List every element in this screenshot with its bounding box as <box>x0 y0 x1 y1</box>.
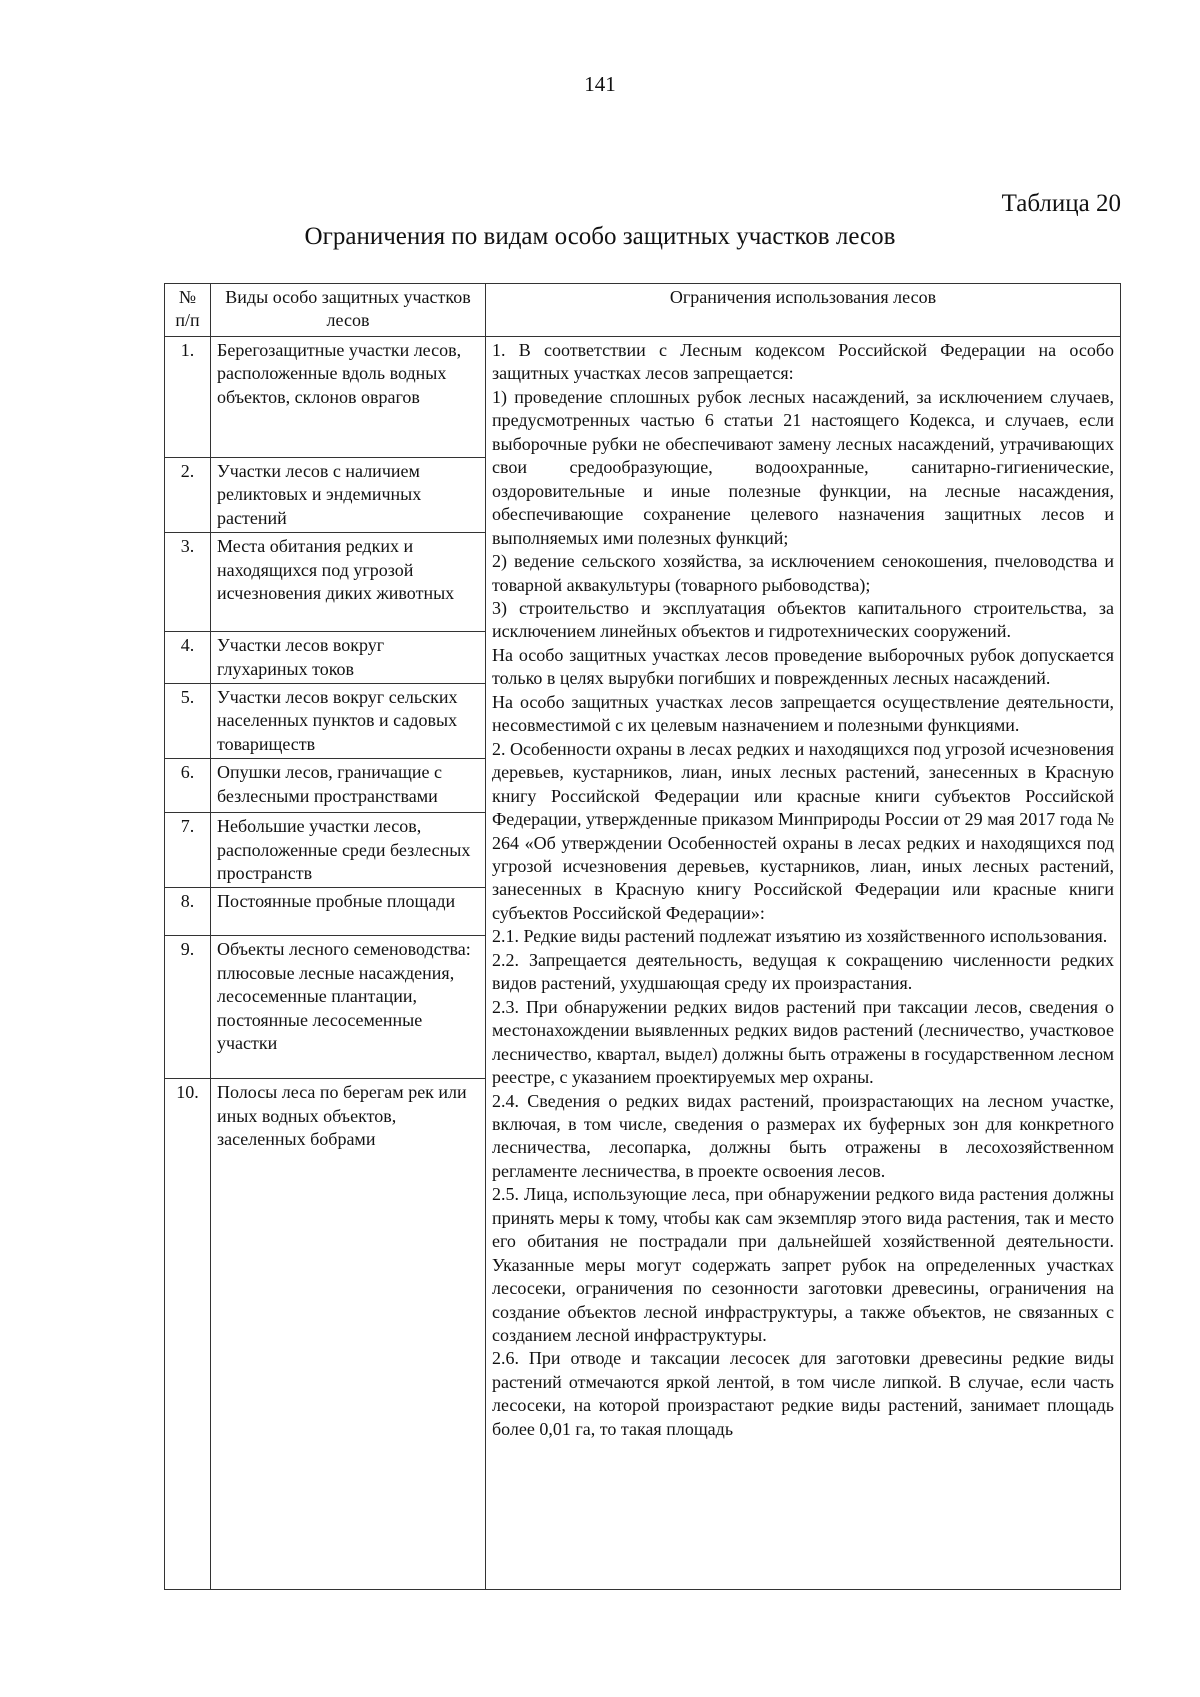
row-number: 2. <box>165 458 211 533</box>
restriction-paragraph: 3) строительство и эксплуатация объектов капитального строительства, за исключением линейных объектов и гидротехнических сооружений. <box>492 597 1114 642</box>
row-number: 9. <box>165 936 211 1079</box>
row-number: 10. <box>165 1079 211 1590</box>
row-number: 6. <box>165 759 211 813</box>
row-number: 3. <box>165 533 211 632</box>
row-number: 8. <box>165 888 211 936</box>
page-number: 141 <box>584 72 616 96</box>
restriction-paragraph: 2.6. При отводе и таксации лесосек для заготовки древесины редкие виды растений отмечаются яркой лентой, в том числе липкой. В случае, если часть лесосеки, на которой произрастают редкие виды растений, занимает площадь более 0,01 га, то такая площадь <box>492 1348 1114 1439</box>
row-number: 5. <box>165 684 211 759</box>
restriction-paragraph: 2.3. При обнаружении редких видов растений при таксации лесов, сведения о местонахождении выявленных редких видов растений (лесничество, участковое лесничество, квартал, выдел) должны быть отражены в государственном лесном реестре, с указанием проектируемых мер охраны. <box>492 996 1114 1088</box>
restriction-paragraph: 2.5. Лица, использующие леса, при обнаружении редкого вида растения должны принять меры к тому, чтобы как сам экземпляр этого вида растения, так и место его обитания не пострадали при дальнейшей хозяйственной деятельности. Указанные меры могут содержать запрет рубок на определенных участках лесосеки, ограничения по сезонности заготовки древесины, ограничения на создание объектов лесной инфраструктуры, а также объектов, не связанных с созданием лесной инфраструктуры. <box>492 1184 1114 1346</box>
row-type: Объекты лесного семеноводства: плюсовые лесные насаждения, лесосеменные плантации, постоянные лесосеменные участки <box>211 936 486 1079</box>
row-number: 4. <box>165 632 211 684</box>
restrictions-cell <box>486 337 1121 1590</box>
restriction-paragraph: 1) проведение сплошных рубок лесных насаждений, за исключением случаев, предусмотренных частью 6 статьи 21 настоящего Кодекса, и случаев, если выборочные рубки не обеспечивают замену лесных насаждений, утрачивающих свои средообразующие, водоохранные, санитарно-гигиенические, оздоровительные и иные полезные функции, на лесные насаждения, обеспечивающие сохранение целевого назначения защитных лесов и выполняемых ими полезных функций; <box>492 386 1114 548</box>
table-title: Ограничения по видам особо защитных участков лесов <box>304 223 896 250</box>
row-number: 1. <box>165 337 211 458</box>
table-row <box>165 337 1121 458</box>
row-type: Берегозащитные участки лесов, расположенные вдоль водных объектов, склонов оврагов <box>211 337 486 458</box>
restriction-paragraph: 2.2. Запрещается деятельность, ведущая к сокращению численности редких видов растений, ухудшающая среду их произрастания. <box>492 949 1114 994</box>
restriction-paragraph: 2. Особенности охраны в лесах редких и находящихся под угрозой исчезновения деревьев, кустарников, лиан, иных лесных растений, занесенных в Красную книгу Российской Федерации или красные книги субъектов Российской Федерации, утвержденные приказом Минприроды России от 29 мая 2017 года № 264 «Об утверждении Особенностей охраны в лесах редких и находящихся под угрозой исчезновения деревьев, кустарников, лиан, иных лесных растений, занесенных в Красную книгу Российской Федерации или красные книги субъектов Российской Федерации»: <box>492 738 1114 923</box>
restriction-paragraph: На особо защитных участках лесов запрещается осуществление деятельности, несовместимой с их целевым назначением и полезными функциями. <box>492 691 1114 736</box>
restriction-paragraph: На особо защитных участках лесов проведение выборочных рубок допускается только в целях вырубки погибших и поврежденных лесных насаждений. <box>492 644 1114 689</box>
restriction-paragraph: 2) ведение сельского хозяйства, за исключением сенокошения, пчеловодства и товарной аквакультуры (товарного рыбоводства); <box>492 551 1114 595</box>
header-num: № п/п <box>165 284 211 337</box>
row-type: Участки лесов вокруг глухариных токов <box>211 632 486 684</box>
row-type: Небольшие участки лесов, расположенные среди безлесных пространств <box>211 813 486 888</box>
header-restrictions: Ограничения использования лесов <box>486 284 1121 337</box>
restrictions-table <box>164 283 1121 1590</box>
row-type: Постоянные пробные площади <box>211 888 486 936</box>
row-type: Места обитания редких и находящихся под угрозой исчезновения диких животных <box>211 533 486 632</box>
restriction-paragraph: 1. В соответствии с Лесным кодексом Российской Федерации на особо защитных участках лесов запрещается: <box>492 340 1114 384</box>
header-type: Виды особо защитных участков лесов <box>211 284 486 337</box>
row-type: Участки лесов с наличием реликтовых и эндемичных растений <box>211 458 486 533</box>
restriction-paragraph: 2.1. Редкие виды растений подлежат изъятию из хозяйственного использования. <box>492 926 1108 947</box>
table-header-row <box>165 284 1121 337</box>
row-type: Участки лесов вокруг сельских населенных пунктов и садовых товариществ <box>211 684 486 759</box>
row-number: 7. <box>165 813 211 888</box>
row-type: Опушки лесов, граничащие с безлесными пространствами <box>211 759 486 813</box>
table-label: Таблица 20 <box>1001 190 1121 217</box>
restriction-paragraph: 2.4. Сведения о редких видах растений, произрастающих на лесном участке, включая, в том числе, сведения о размерах их буферных зон для конкретного лесничества, лесопарка, должны быть отражены в лесохозяйственном регламенте лесничества, в проекте освоения лесов. <box>492 1090 1114 1181</box>
row-type: Полосы леса по берегам рек или иных водных объектов, заселенных бобрами <box>211 1079 486 1590</box>
